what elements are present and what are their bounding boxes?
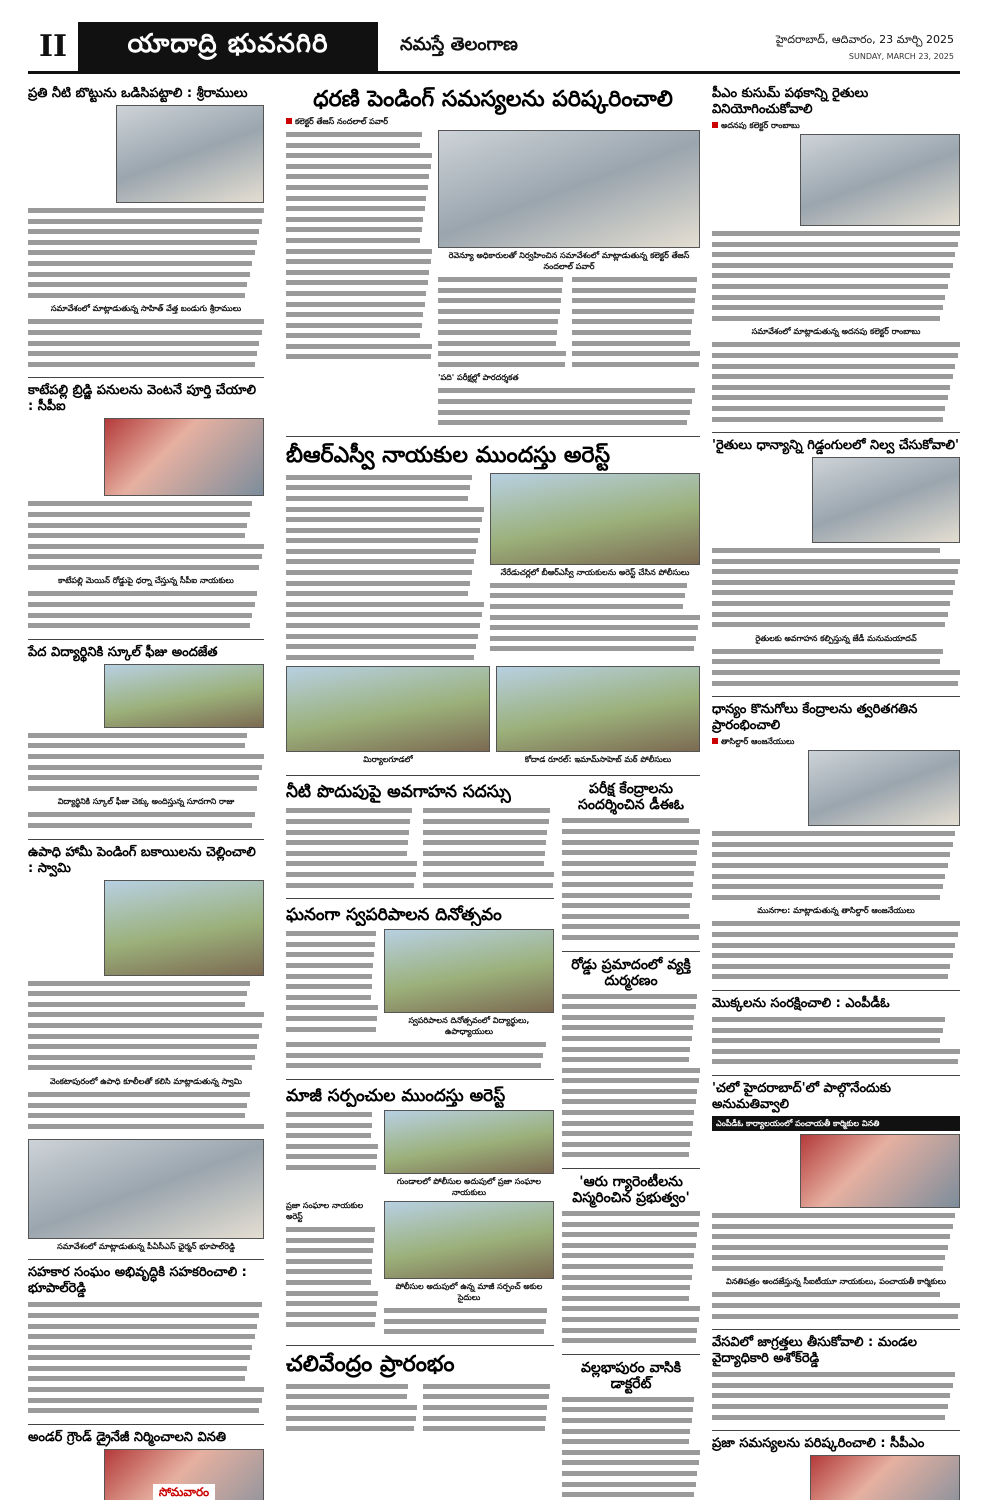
- article-photo: [104, 880, 264, 976]
- headline: ప్రతి నీటి బొట్టును ఒడిసిపట్టాలి : శ్రీరాములు: [28, 86, 248, 101]
- article-body: [423, 806, 554, 891]
- article-body: [562, 1395, 700, 1500]
- photo-caption: స్వపరిపాలన దినోత్సవంలో విద్యార్థులు, ఉపాధ్యాయులు: [408, 1016, 530, 1037]
- article-grain-storage: [712, 438, 960, 689]
- article-school-fee: [28, 645, 264, 832]
- divider: [28, 377, 264, 378]
- date-english: SUNDAY, MARCH 23, 2025: [848, 51, 954, 61]
- photo-caption: కోదాడ రూరల్: ఇమామ్‌సాహెబ్ మఠ్ పోలీసులు: [524, 755, 672, 765]
- column-center: [286, 86, 700, 1500]
- article-chalo-hyderabad: [712, 1081, 960, 1322]
- article-pm-kusum: [712, 86, 960, 425]
- article-body: [286, 130, 432, 363]
- article-body: [712, 1015, 960, 1068]
- article-photo: [104, 1449, 264, 1500]
- photo-caption: నేరేడుచర్లలో బీఆర్‌ఎస్వీ నాయకులను అరెస్ట్ చేసిన పోలీసులు: [500, 567, 690, 577]
- article-doctorate: [562, 1360, 700, 1500]
- article-photo: [104, 418, 264, 496]
- headline: బీఆర్‌ఎస్వీ నాయకుల ముందస్తు అరెస్ట్: [286, 442, 611, 468]
- article-photo: [808, 750, 960, 826]
- article-pacs-photo: [28, 1139, 264, 1252]
- article-dharani: [286, 86, 700, 429]
- headline: 'చలో హైదరాబాద్'లో పాల్గొనేందుకు అనుమతివ్వాలి: [712, 1080, 892, 1112]
- photo-caption: పోలీసుల అదుపులో ఉన్న మాజీ సర్పంచ్ అకుల సైదులు: [395, 1281, 543, 1302]
- article-body: [28, 589, 264, 631]
- article-body: [712, 1370, 960, 1423]
- article-body: [572, 275, 700, 370]
- article-photo: [104, 664, 264, 728]
- divider: [712, 432, 960, 433]
- article-body: [286, 1110, 378, 1201]
- column-left: [28, 86, 264, 1500]
- article-photo: [384, 1201, 554, 1279]
- article-road-accident: [562, 957, 700, 1162]
- district-title: యాదాద్రి భువనగిరి: [78, 22, 378, 71]
- article-photo: [384, 1110, 554, 1174]
- divider: [712, 1075, 960, 1076]
- dateline: [568, 22, 960, 71]
- lead-photo: [438, 130, 700, 248]
- article-photo: [384, 929, 554, 1013]
- photo-caption: రెవెన్యూ అధికారులతో నిర్వహించిన సమావేశంలో మాట్లాడుతున్న కలెక్టర్ తేజస్ నందలాల్ పవార్: [448, 251, 690, 271]
- article-body: [562, 1209, 700, 1347]
- divider: [28, 839, 264, 840]
- photo-caption: విద్యార్థినికి స్కూల్ ఫీజు చెక్కు అందిస్తున్న సూదగాని రాజు: [57, 797, 235, 807]
- article-body: [286, 1382, 417, 1435]
- article-summer-care: [712, 1335, 960, 1423]
- article-water-kiosk: [286, 1351, 554, 1435]
- divider: [286, 775, 700, 776]
- headline: ధాన్యం కొనుగోలు కేంద్రాలను త్వరితగతిన ప్రారంభించాలి: [712, 702, 918, 734]
- headline: ప్రజా సమస్యలను పరిష్కరించాలి : సీపీఎం: [712, 1436, 925, 1452]
- article-body: [28, 317, 264, 370]
- article-body: [712, 647, 960, 689]
- article-body: [286, 929, 378, 1040]
- article-photo: [812, 457, 960, 543]
- photo-caption: సమావేశంలో మాట్లాడుతున్న సాహిత్ వేత్త బండుగు శ్రీరాములు: [50, 304, 242, 314]
- date-telugu: హైదరాబాద్, ఆదివారం, 23 మార్చి 2025: [775, 32, 954, 46]
- photo-caption: రైతులకు అవగాహన కల్పిస్తున్న జేడీ మనుమయాదవ్: [755, 633, 917, 643]
- article-exam-centres: [562, 781, 700, 943]
- article-body: [286, 473, 484, 664]
- photo-caption: మిర్యాలగూడలో: [363, 755, 413, 765]
- divider: [712, 1430, 960, 1431]
- article-photo: [28, 1139, 264, 1239]
- article-photo: [810, 1455, 960, 1500]
- article-body: [490, 581, 700, 655]
- article-water-conservation: [28, 86, 264, 370]
- article-body: [712, 919, 960, 983]
- article-photo: [800, 1134, 960, 1208]
- article-body: [562, 992, 700, 1162]
- article-six-guarantees: [562, 1174, 700, 1347]
- article-body: [423, 1382, 554, 1435]
- divider: [28, 1424, 264, 1425]
- page-number: II: [38, 29, 68, 64]
- article-body: [712, 1290, 960, 1322]
- headline: పరీక్ష కేంద్రాలను సందర్శించిన డీఈఓ: [578, 781, 684, 814]
- headline: నీటి పొదుపుపై అవగాహన సదస్సు: [286, 782, 511, 803]
- article-body: [286, 1225, 378, 1331]
- headline: మొక్కలను సంరక్షించాలి : ఎంపీడీఓ: [712, 995, 890, 1011]
- divider: [562, 1354, 700, 1355]
- headline: రోడ్డు ప్రమాదంలో వ్యక్తి దుర్మరణం: [571, 956, 691, 989]
- headline: ఘనంగా స్వపరిపాలన దినోత్సవం: [286, 905, 502, 926]
- photo-caption: వినతిపత్రం అందజేస్తున్న సీఐటీయూ నాయకులు, పంచాయతీ కార్మికులు: [726, 1277, 946, 1287]
- headline: 'ఆరు గ్యారెంటీలను విస్మరించిన ప్రభుత్వం': [572, 1174, 690, 1207]
- article-cooperative: [28, 1265, 264, 1417]
- article-body: [286, 806, 417, 891]
- divider: [562, 1168, 700, 1169]
- headline: చలివేంద్రం ప్రారంభం: [286, 1351, 455, 1377]
- article-procurement-centres: [712, 702, 960, 983]
- article-body: [286, 1040, 554, 1072]
- headline: పీఎం కుసుమ్ పథకాన్ని రైతులు వినియోగించుకోవాలి: [712, 86, 869, 117]
- article-photo: [496, 666, 700, 752]
- headline: అండర్ గ్రౌండ్ డ్రైనేజీ నిర్మించాలని వినతి: [28, 1429, 226, 1445]
- article-photo: [286, 666, 490, 752]
- article-nrega-dues: [28, 845, 264, 1133]
- column-right: [712, 86, 960, 1500]
- article-body: [384, 1306, 554, 1338]
- article-body: [438, 386, 700, 428]
- article-body: [438, 275, 566, 370]
- divider: [712, 990, 960, 991]
- headline: సహకార సంఘం అభివృద్ధికి సహకరించాలి : భూపాల్‌రెడ్డి: [28, 1265, 247, 1297]
- headline: మాజీ సర్పంచుల ముందస్తు అరెస్ట్: [286, 1085, 506, 1106]
- article-self-governance: [286, 904, 554, 1072]
- divider: [712, 1329, 960, 1330]
- article-cpm-demands: [712, 1436, 960, 1500]
- divider: [286, 1345, 554, 1346]
- divider: [712, 696, 960, 697]
- newspaper-brand: నమస్తే తెలంగాణ: [400, 34, 518, 55]
- article-drainage: [28, 1430, 264, 1500]
- photo-caption: మునగాల: మాట్లాడుతున్న తాసిల్దార్ ఆంజనేయులు: [757, 906, 915, 916]
- article-bridge-works: [28, 383, 264, 632]
- headline: వేసవిలో జాగ్రత్తలు తీసుకోవాలి : మండల వైద్యాధికారి అశోక్‌రెడ్డి: [712, 1335, 917, 1367]
- headline: కాటేపల్లి బ్రిడ్జి పనులను వెంటనే పూర్తి చేయాలి : సీపీఐ: [28, 383, 257, 415]
- sub-headline: ఎంపీడీఓ కార్యాలయంలో పంచాయతీ కార్మికుల వినతి: [712, 1116, 960, 1131]
- headline: వల్లభాపురం వాసికి డాక్టరేట్: [580, 1359, 682, 1392]
- headline: పేద విద్యార్థినికి స్కూల్ ఫీజు అందజేత: [28, 644, 218, 660]
- article-body: [28, 1300, 264, 1417]
- article-body: [562, 816, 700, 943]
- headline: 'రైతులు ధాన్యాన్ని గిడ్డంగులలో నిల్వ చేసుకోవాలి': [712, 438, 959, 454]
- article-photo: [800, 134, 960, 226]
- article-body: [28, 810, 264, 831]
- photo-caption: వెంకటాపురంలో ఉపాధి కూలీలతో కలిసి మాట్లాడుతున్న స్వామి: [50, 1076, 242, 1086]
- article-body: [28, 1090, 264, 1132]
- photo-caption: కాటేపల్లి మెయిన్ రోడ్డుపై ధర్నా చేస్తున్న సీపీఐ నాయకులు: [58, 576, 234, 586]
- article-photo: [490, 473, 700, 565]
- byline: కలెక్టర్ తేజస్ నందలాల్ పవార్: [286, 117, 700, 128]
- sub-headline: ప్రజా సంఘాల నాయకుల అరెస్ట్: [286, 1200, 364, 1221]
- byline: అదనపు కలెక్టర్ రాంబాబు: [712, 121, 960, 132]
- inset-headline: 'పది' పరీక్షల్లో పారదర్శకత: [438, 373, 519, 383]
- photo-caption: సమావేశంలో మాట్లాడుతున్న పీఏసీఎస్ ఛైర్మన్ భూపాల్‌రెడ్డి: [57, 1242, 235, 1252]
- article-ex-sarpanch-arrest: [286, 1085, 554, 1338]
- photo-banner: సోమవారం: [153, 1484, 215, 1500]
- article-brsv-arrest: [286, 442, 700, 769]
- divider: [562, 951, 700, 952]
- masthead: [28, 22, 960, 74]
- divider: [28, 639, 264, 640]
- byline: తాసిల్దార్ ఆంజనేయులు: [712, 737, 960, 748]
- article-body: [712, 340, 960, 425]
- divider: [28, 1259, 264, 1260]
- headline: ఉపాధి హామీ పెండింగ్ బకాయిలను చెల్లించాలి : స్వామి: [28, 844, 256, 876]
- photo-caption: గుండాలలో పోలీసుల అదుపులో ప్రజా సంఘాల నాయకులు: [396, 1176, 542, 1197]
- lead-headline: ధరణి పెండింగ్ సమస్యలను పరిష్కరించాలి: [313, 87, 673, 112]
- divider: [286, 1079, 554, 1080]
- divider: [286, 436, 700, 437]
- photo-caption: సమావేశంలో మాట్లాడుతున్న అదనపు కలెక్టర్ రాంబాబు: [751, 327, 921, 337]
- article-photo: [116, 105, 264, 203]
- article-water-awareness: [286, 781, 554, 891]
- article-plants: [712, 996, 960, 1068]
- divider: [286, 898, 554, 899]
